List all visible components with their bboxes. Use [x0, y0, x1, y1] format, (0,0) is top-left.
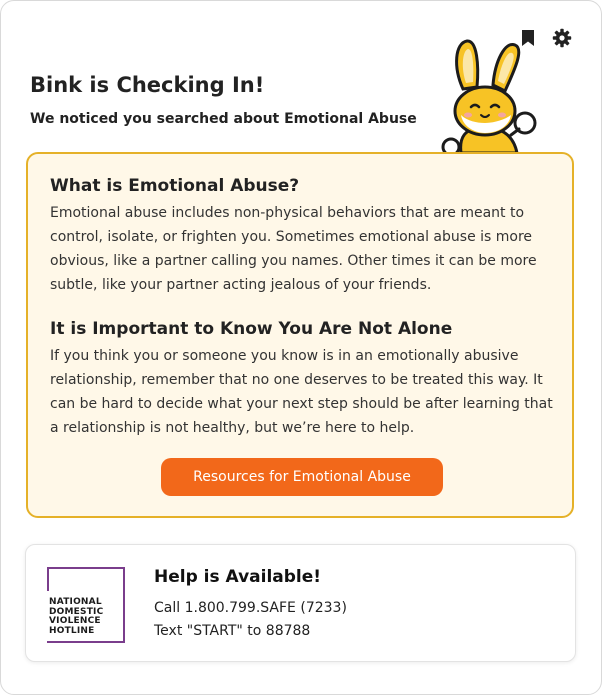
page-subtitle: We noticed you searched about Emotional Abuse: [30, 111, 417, 127]
resources-button[interactable]: Resources for Emotional Abuse: [161, 458, 443, 496]
help-title: Help is Available!: [154, 567, 322, 587]
help-call-line[interactable]: Call 1.800.799.SAFE (7233): [154, 600, 347, 616]
gear-icon[interactable]: [551, 27, 573, 49]
hotline-logo: [47, 567, 125, 641]
section-body-what: Emotional abuse includes non-physical behaviors that are meant to control, isolate, or frighten you. Sometimes emotional abuse is more obvious, like a partner calling you names. Other times it can be more subtle, like your partner acting jealous of your friends.: [50, 205, 537, 293]
logo-text: NATIONAL DOMESTIC VIOLENCE HOTLINE: [49, 597, 104, 636]
section-heading-what: What is Emotional Abuse?: [50, 176, 300, 196]
help-card: [25, 544, 576, 662]
page-title: Bink is Checking In!: [30, 73, 265, 97]
info-card: [26, 152, 574, 518]
section-heading-not-alone: It is Important to Know You Are Not Alone: [50, 319, 453, 339]
bunny-mascot-icon: [441, 37, 551, 153]
help-text-line[interactable]: Text "START" to 88788: [154, 623, 311, 639]
section-body-not-alone: If you think you or someone you know is in an emotionally abusive relationship, remember that no one deserves to be treated this way. It can be hard to decide what your next step should be after learning that a relationship is not healthy, but we’re here to help.: [50, 348, 553, 436]
